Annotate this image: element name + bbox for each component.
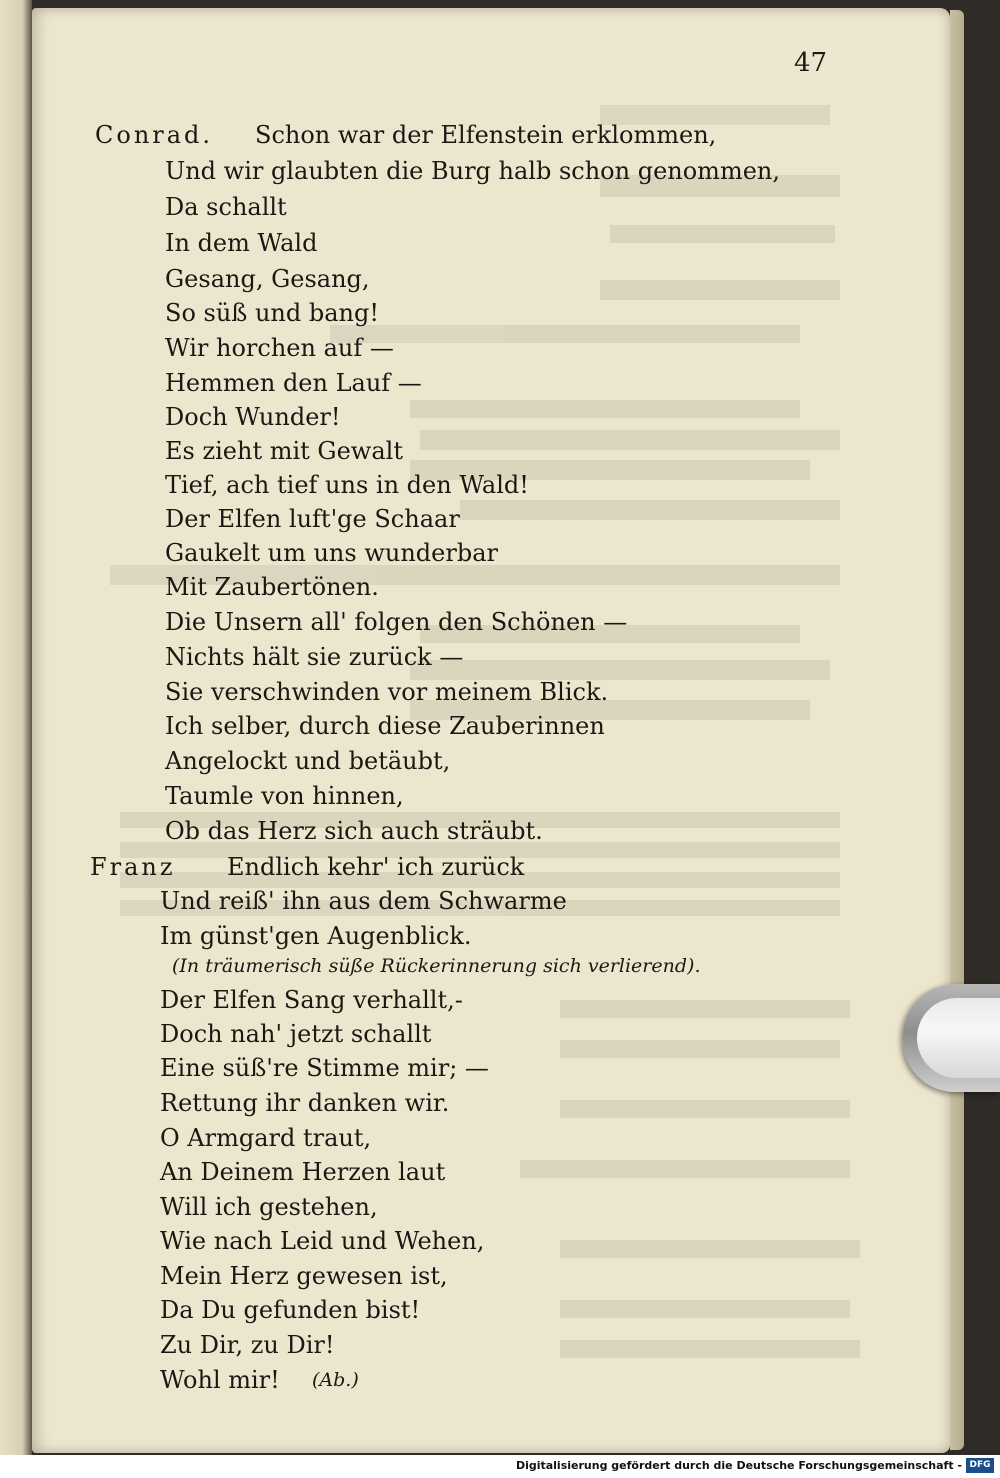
text-line: Wir horchen auf — xyxy=(165,334,394,362)
text-line: Nichts hält sie zurück — xyxy=(165,643,464,671)
stage-direction: (In träumerisch süße Rückerinnerung sich verlierend). xyxy=(172,955,701,977)
stage-direction: (Ab.) xyxy=(312,1369,359,1391)
text-line: Doch Wunder! xyxy=(165,403,341,431)
text-line: Gaukelt um uns wunderbar xyxy=(165,539,498,567)
text-line: Mit Zaubertönen. xyxy=(165,573,379,601)
text-line: In dem Wald xyxy=(165,229,318,257)
text-line: Schon war der Elfenstein erklommen, xyxy=(255,121,717,149)
speaker-franz: Franz xyxy=(90,853,176,881)
text-line: Die Unsern all' folgen den Schönen — xyxy=(165,608,628,636)
text-line: Tief, ach tief uns in den Wald! xyxy=(165,471,529,499)
text-line: Und reiß' ihn aus dem Schwarme xyxy=(160,887,567,915)
text-line: Und wir glaubten die Burg halb schon genommen, xyxy=(165,157,780,185)
text-line: Es zieht mit Gewalt xyxy=(165,437,403,465)
speaker-conrad: Conrad. xyxy=(95,121,214,149)
text-line: Mein Herz gewesen ist, xyxy=(160,1262,448,1290)
dfg-logo: DFG xyxy=(966,1458,994,1473)
text-line: Will ich gestehen, xyxy=(160,1193,378,1221)
text-line: Endlich kehr' ich zurück xyxy=(227,853,525,881)
text-line: Ob das Herz sich auch sträubt. xyxy=(165,817,543,845)
text-line: Angelockt und betäubt, xyxy=(165,747,451,775)
text-line: Wie nach Leid und Wehen, xyxy=(160,1227,485,1255)
previous-page-edge xyxy=(0,0,32,1455)
text-line: Ich selber, durch diese Zauberinnen xyxy=(165,712,605,740)
page-stack-edge xyxy=(950,10,964,1450)
footer-credit: Digitalisierung gefördert durch die Deutsche Forschungsgemeinschaft - xyxy=(515,1459,962,1472)
text-line: Wohl mir! xyxy=(160,1366,280,1394)
text-line: So süß und bang! xyxy=(165,299,379,327)
page-number: 47 xyxy=(794,48,828,78)
page-clip-highlight xyxy=(917,998,1000,1078)
text-line: O Armgard traut, xyxy=(160,1124,372,1152)
text-line: Rettung ihr danken wir. xyxy=(160,1089,450,1117)
text-line: An Deinem Herzen laut xyxy=(160,1158,446,1186)
text-line: Im günst'gen Augenblick. xyxy=(160,922,472,950)
footer-bar xyxy=(0,1455,1000,1478)
text-line: Eine süß're Stimme mir; — xyxy=(160,1054,489,1082)
text-line: Der Elfen Sang verhallt,- xyxy=(160,986,463,1014)
text-line: Gesang, Gesang, xyxy=(165,265,370,293)
text-line: Sie verschwinden vor meinem Blick. xyxy=(165,678,609,706)
text-line: Da Du gefunden bist! xyxy=(160,1296,421,1324)
text-line: Da schallt xyxy=(165,193,287,221)
text-line: Taumle von hinnen, xyxy=(165,782,404,810)
text-line: Hemmen den Lauf — xyxy=(165,369,422,397)
page-clip xyxy=(903,984,1000,1092)
text-line: Der Elfen luft'ge Schaar xyxy=(165,505,460,533)
text-line: Doch nah' jetzt schallt xyxy=(160,1020,432,1048)
text-line: Zu Dir, zu Dir! xyxy=(160,1331,335,1359)
